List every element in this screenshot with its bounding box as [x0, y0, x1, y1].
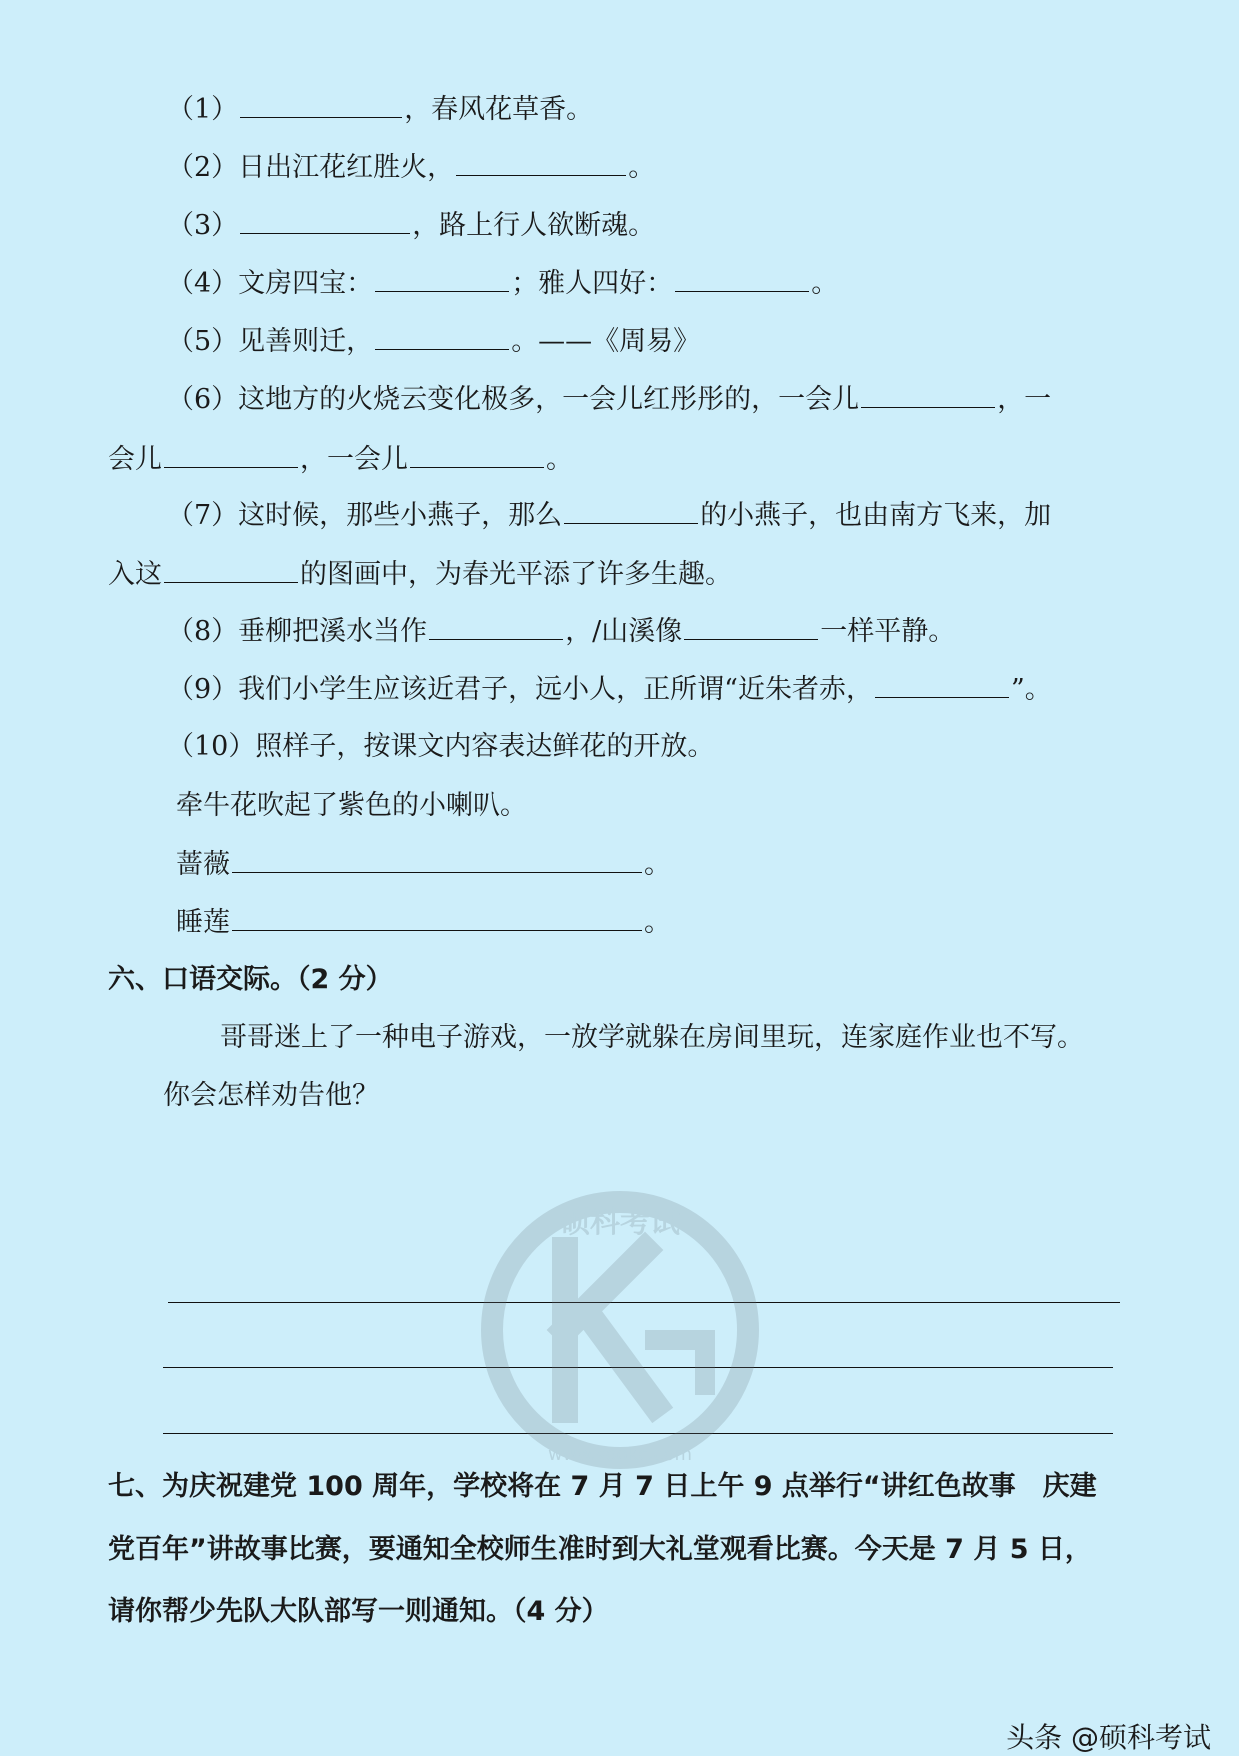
question-text: （10）照样子，按课文内容表达鲜花的开放。	[167, 731, 715, 762]
question-text: 。	[644, 849, 671, 880]
answer-blank[interactable]	[375, 321, 509, 350]
section-7-line: 请你帮少先队大队部写一则通知。（4 分）	[108, 1596, 609, 1627]
question-text: 。	[811, 268, 839, 299]
section-6-heading: 六、口语交际。（2 分）	[108, 964, 393, 995]
question-7-continued	[108, 554, 732, 594]
answer-line[interactable]	[163, 1433, 1113, 1434]
question-text: 。	[628, 152, 656, 183]
question-text: ，春风花草香。	[404, 94, 594, 125]
question-text: ，一	[997, 384, 1052, 415]
watermark-logo-icon	[470, 1180, 770, 1480]
watermark-url: www.sookc.com	[547, 1444, 693, 1465]
footer-attribution: 头条 @硕科考试	[1006, 1721, 1211, 1754]
question-1	[167, 89, 593, 129]
question-10-waterlily	[176, 902, 671, 942]
question-text: 的图画中，为春光平添了许多生趣。	[300, 559, 732, 590]
question-text: （5）见善则迁，	[167, 326, 374, 357]
answer-blank[interactable]	[429, 611, 563, 640]
answer-blank[interactable]	[875, 669, 1009, 698]
example-sentence	[176, 786, 527, 826]
question-text: 会儿	[108, 444, 162, 475]
question-text: ，/山溪像	[565, 616, 683, 647]
answer-line[interactable]	[163, 1367, 1113, 1368]
question-text: （8）垂柳把溪水当作	[167, 616, 428, 647]
question-2	[167, 147, 655, 187]
question-text: ，路上行人欲断魂。	[412, 210, 656, 241]
question-text: ；雅人四好：	[511, 268, 674, 299]
question-text: 睡莲	[176, 907, 230, 938]
question-text: 。	[546, 444, 573, 475]
question-text: 牵牛花吹起了紫色的小喇叭。	[176, 790, 527, 821]
question-text: 。——《周易》	[511, 326, 701, 357]
answer-blank[interactable]	[861, 379, 995, 408]
question-text: （6）这地方的火烧云变化极多，一会儿红彤彤的，一会儿	[167, 384, 860, 415]
question-text: （1）	[167, 94, 239, 125]
question-text: （4）文房四宝：	[167, 268, 374, 299]
question-text: 的小燕子，也由南方飞来，加	[700, 500, 1052, 531]
answer-blank[interactable]	[564, 495, 698, 524]
answer-blank[interactable]	[410, 439, 544, 468]
question-text: （9）我们小学生应该近君子，远小人，正所谓“近朱者赤，	[167, 674, 873, 705]
answer-blank[interactable]	[232, 902, 642, 931]
question-10-rose	[176, 844, 671, 884]
question-5	[167, 321, 700, 361]
answer-blank[interactable]	[232, 844, 642, 873]
question-text: （3）	[167, 210, 239, 241]
question-text: ”。	[1010, 674, 1052, 705]
answer-blank[interactable]	[456, 147, 626, 176]
section-7-line: 党百年”讲故事比赛，要通知全校师生准时到大礼堂观看比赛。今天是 7 月 5 日，	[108, 1534, 1092, 1565]
answer-blank[interactable]	[164, 439, 298, 468]
answer-blank[interactable]	[675, 263, 809, 292]
question-9	[167, 669, 1052, 709]
answer-blank[interactable]	[164, 554, 298, 583]
section-7-line: 七、为庆祝建党 100 周年，学校将在 7 月 7 日上午 9 点举行“讲红色故事 庆建	[108, 1471, 1097, 1502]
question-text: 入这	[108, 559, 162, 590]
question-text: ，一会儿	[300, 444, 408, 475]
answer-line[interactable]	[168, 1302, 1120, 1303]
question-6-continued	[108, 439, 573, 479]
question-text: 。	[644, 907, 671, 938]
section-6-question: 你会怎样劝告他？	[163, 1080, 379, 1111]
watermark-text: 硕科考试	[560, 1205, 680, 1240]
question-3	[167, 205, 655, 245]
question-text: （7）这时候，那些小燕子，那么	[167, 500, 563, 531]
question-text: 一样平静。	[820, 616, 956, 647]
question-4	[167, 263, 838, 303]
answer-blank[interactable]	[240, 89, 402, 118]
question-10	[167, 727, 714, 767]
answer-blank[interactable]	[684, 611, 818, 640]
answer-blank[interactable]	[375, 263, 509, 292]
question-text: （2）日出江花红胜火，	[167, 152, 455, 183]
question-text: 蔷薇	[176, 849, 230, 880]
question-7	[167, 495, 1051, 535]
answer-blank[interactable]	[240, 205, 410, 234]
question-8	[167, 611, 955, 651]
question-6	[167, 379, 1051, 419]
section-6-body: 哥哥迷上了一种电子游戏，一放学就躲在房间里玩，连家庭作业也不写。	[220, 1022, 1084, 1053]
